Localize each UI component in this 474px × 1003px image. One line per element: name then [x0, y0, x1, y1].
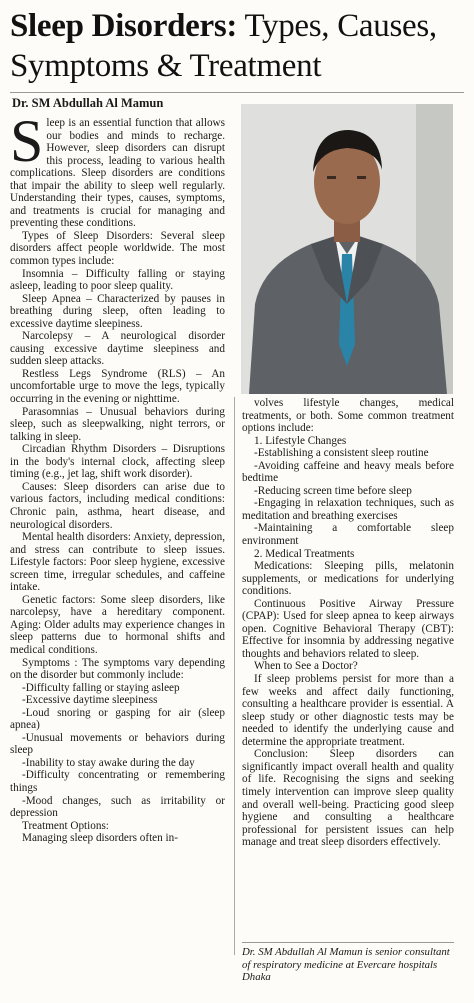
right-paragraphs	[242, 397, 454, 849]
caption-divider	[242, 942, 454, 943]
headline-rest: Types, Causes, Symptoms & Treatment	[10, 8, 437, 84]
author-portrait-image	[241, 104, 453, 394]
article-paragraph: Managing sleep disorders often in-	[22, 832, 178, 845]
column-divider	[234, 397, 235, 955]
byline: Dr. SM Abdullah Al Mamun	[12, 96, 164, 110]
article-paragraph: -Unusual movements or behaviors during sleep	[10, 731, 225, 757]
article-paragraph: Continuous Positive Airway Pressure (CPAP): Used for sleep apnea to keep airways open. Cognitive Behavioral Therapy (CBT): Effective for insomnia by addressing negative thoughts and behaviors related to sleep.	[242, 597, 454, 660]
article-paragraph: -Engaging in relaxation techniques, such as meditation and breathing exercises	[242, 497, 454, 522]
article-paragraph: Narcolepsy – A neurological disorder causing excessive daytime sleepiness and sudden sleep attacks.	[10, 330, 225, 368]
article-paragraph: Symptoms : The symptoms vary depending on the disorder but commonly include:	[10, 656, 225, 682]
article-paragraph: Insomnia – Difficulty falling or staying asleep, leading to poor sleep quality.	[10, 267, 225, 293]
article-paragraph: -Reducing screen time before sleep	[254, 484, 412, 497]
intro-paragraph	[10, 108, 225, 230]
headline-bold: Sleep Disorders:	[10, 8, 238, 44]
article-paragraph: -Avoiding caffeine and heavy meals before bedtime	[242, 459, 454, 485]
article-paragraph: volves lifestyle changes, medical treatments, or both. Some common treatment options include:	[242, 397, 454, 435]
article-paragraph: Parasomnias – Unusual behaviors during sleep, such as sleepwalking, night terrors, or talking in sleep.	[10, 405, 225, 443]
article-paragraph: -Inability to stay awake during the day	[22, 756, 195, 769]
article-paragraph: -Loud snoring or gasping for air (sleep apnea)	[10, 706, 225, 732]
article-paragraph: Types of Sleep Disorders: Several sleep disorders affect people worldwide. The most common types include:	[10, 229, 225, 268]
article-paragraph: Sleep Apnea – Characterized by pauses in breathing during sleep, often leading to excessive daytime sleepiness.	[10, 292, 225, 330]
article-paragraph: -Maintaining a comfortable sleep environment	[242, 522, 454, 548]
intro-text: leep is an essential function that allows our bodies and minds to recharge. However, sleep disorders can disrupt this process, leading to various health complications. Sleep disorders are conditions that impair the ability to sleep well regularly. Understanding their types, causes, symptoms, and treatments is crucial for managing and preventing these conditions.	[10, 117, 225, 230]
article-paragraph: -Difficulty falling or staying asleep	[22, 681, 180, 694]
article-paragraph: -Mood changes, such as irritability or depression	[10, 794, 225, 820]
left-column	[10, 108, 225, 845]
article-paragraph: Medications: Sleeping pills, melatonin supplements, or medications for underlying conditions.	[242, 560, 454, 598]
article-paragraph: Causes: Sleep disorders can arise due to various factors, including medical conditions: Chronic pain, asthma, heart disease, and neurological disorders.	[10, 480, 225, 531]
article-paragraph: Mental health disorders: Anxiety, depression, and stress can contribute to sleep issues. Lifestyle factors: Poor sleep hygiene, excessive screen time, irregular schedules, and caffeine intake.	[10, 531, 225, 594]
article-paragraph: -Difficulty concentrating or remembering things	[10, 769, 225, 794]
left-paragraphs	[10, 230, 225, 845]
article-paragraph: When to See a Doctor?	[254, 660, 358, 673]
article-paragraph: Treatment Options:	[22, 819, 109, 832]
article-paragraph: -Establishing a consistent sleep routine	[254, 447, 429, 460]
header-divider	[10, 92, 464, 93]
article-paragraph: Genetic factors: Some sleep disorders, like narcolepsy, have a hereditary component. Aging: Older adults may experience changes in sleep patterns due to hormonal shifts and medical conditions.	[10, 593, 225, 656]
headline	[10, 6, 470, 86]
drop-cap: S	[10, 108, 44, 174]
article-paragraph: Conclusion: Sleep disorders can significantly impact overall health and quality of life. Recognising the signs and seeking timely intervention can improve sleep quality and overall well-being. Practicing good sleep hygiene and consulting a healthcare professional for persistent issues can help manage and treat sleep disorders effectively.	[242, 748, 454, 849]
article-paragraph: -Excessive daytime sleepiness	[22, 694, 158, 707]
article-paragraph: 2. Medical Treatments	[254, 547, 355, 560]
right-column	[242, 397, 454, 849]
author-photo	[241, 104, 453, 394]
article-paragraph: 1. Lifestyle Changes	[254, 434, 347, 447]
article-paragraph: If sleep problems persist for more than a few weeks and affect daily functioning, consulting a healthcare provider is essential. A sleep study or other diagnostic tests may be needed to identify the underlying cause and determine the appropriate treatment.	[242, 673, 454, 748]
article-paragraph: Circadian Rhythm Disorders – Disruptions in the body's internal clock, affecting sleep timing (e.g., jet lag, shift work disorder).	[10, 443, 225, 481]
author-caption: Dr. SM Abdullah Al Mamun is senior consultant of respiratory medicine at Evercare hospitals Dhaka	[242, 946, 450, 983]
article-paragraph: Restless Legs Syndrome (RLS) – An uncomfortable urge to move the legs, typically occurring in the evening or nighttime.	[10, 367, 225, 406]
